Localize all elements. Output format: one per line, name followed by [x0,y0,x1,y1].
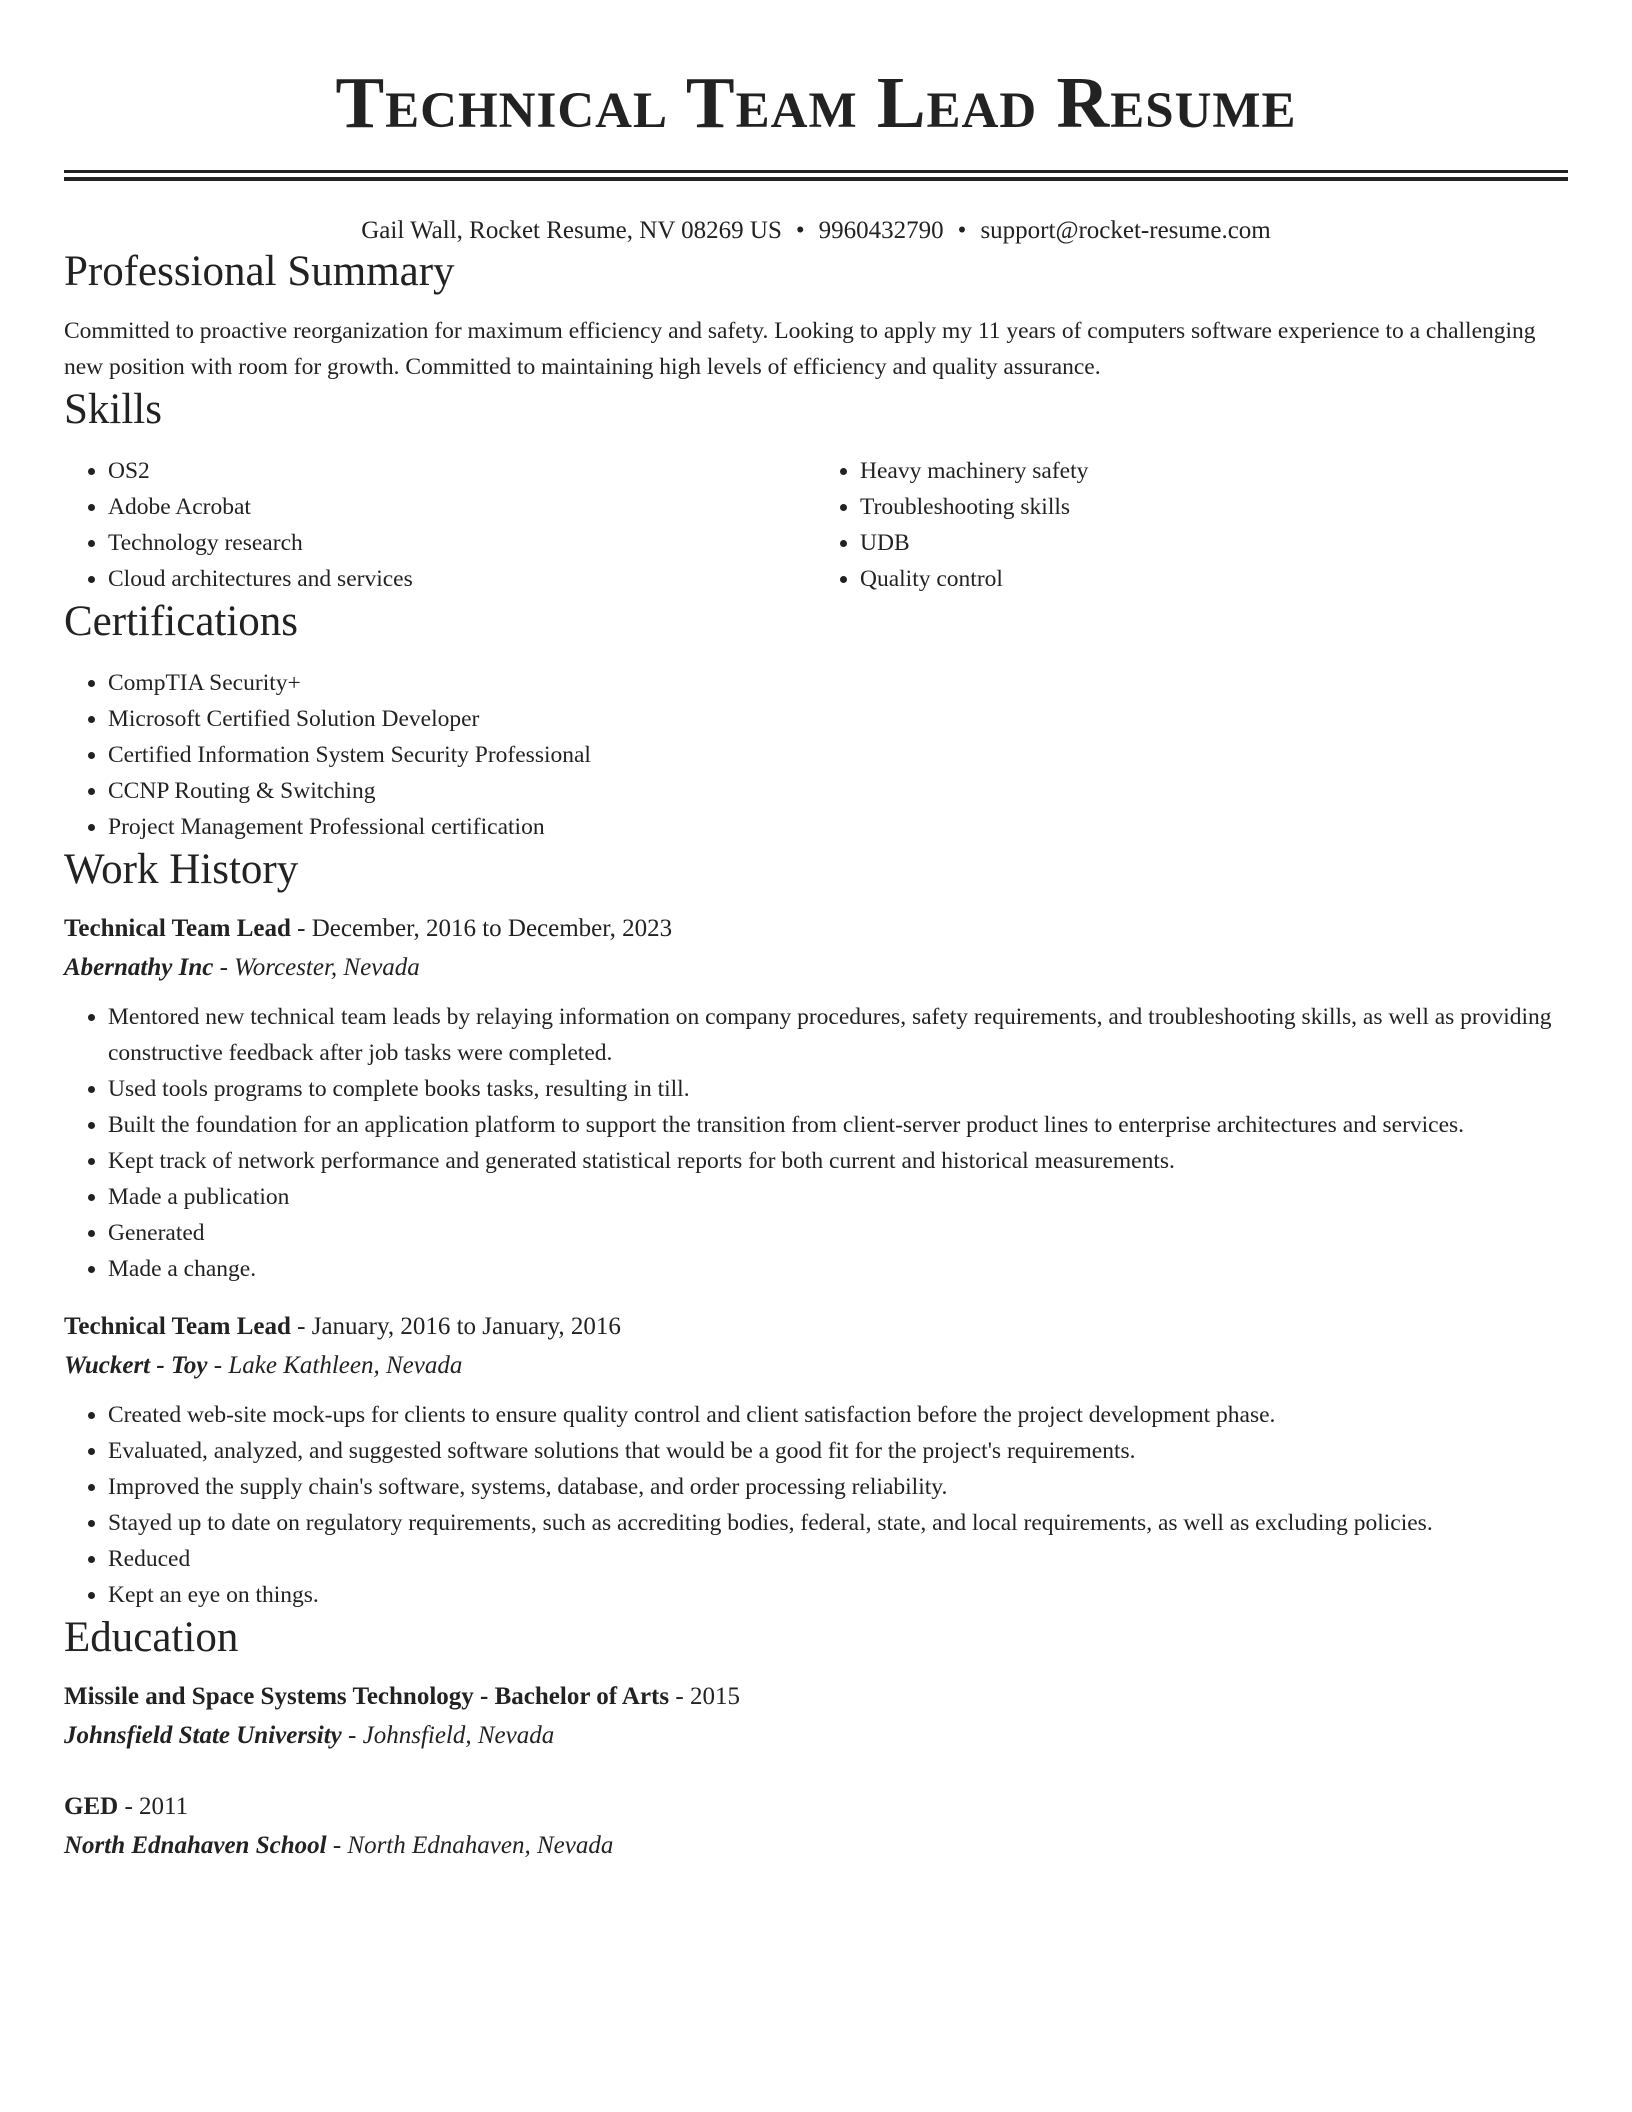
skill-item: • OS2 [108,453,816,489]
school-location: - North Ednahaven, Nevada [326,1832,614,1859]
job-company-line [64,1346,1568,1385]
certification-item: • Certified Information System Security Professional [108,737,1568,773]
job-duty: • Improved the supply chain's software, systems, database, and order processing reliability. [108,1469,1568,1505]
school-name: Johnsfield State University [64,1722,342,1749]
work-history-heading: Work History [64,846,299,893]
skills-heading: Skills [64,386,162,433]
education-entry [64,1787,1568,1865]
job-dates: - January, 2016 to January, 2016 [290,1313,621,1340]
school-line [64,1826,1568,1865]
job-duty: • Made a publication [108,1179,1568,1215]
degree: GED [64,1793,119,1820]
job-company: Wuckert - Toy [64,1352,208,1379]
job-title: Technical Team Lead [64,915,291,942]
school-location: - Johnsfield, Nevada [341,1722,555,1749]
skills-list-left [64,453,816,597]
skill-item: • Quality control [860,561,1568,597]
job-duty: • Created web-site mock-ups for clients to ensure quality control and client satisfaction before the project development phase. [108,1397,1568,1433]
skill-item: • Troubleshooting skills [860,489,1568,525]
skill-item: • Cloud architectures and services [108,561,816,597]
job-duty: • Made a change. [108,1251,1568,1287]
contact-line [64,215,1568,247]
skill-item: • UDB [860,525,1568,561]
summary-text: Committed to proactive reorganization for maximum efficiency and safety. Looking to apply my 11 years of computers software experience to a challenging new position with room for growth. Committed to maintaining high levels of efficiency and quality assurance. [64,318,1536,380]
skills-list-right [816,453,1568,597]
job-duty: • Kept an eye on things. [108,1577,1568,1613]
skill-item: • Adobe Acrobat [108,489,816,525]
school-line [64,1716,1568,1755]
title-divider [64,170,1568,181]
job-title-line [64,909,1568,948]
degree-line [64,1787,1568,1826]
resume-title: Technical Team Lead Resume [335,62,1297,143]
job-duties-list [64,999,1568,1287]
certification-item: • Microsoft Certified Solution Developer [108,701,1568,737]
degree-year: - 2011 [118,1793,189,1820]
job-title: Technical Team Lead [64,1313,291,1340]
job-entry [64,1307,1568,1613]
contact-phone: 9960432790 [818,217,944,244]
job-duty: • Built the foundation for an application platform to support the transition from client-server product lines to enterprise architectures and services. [108,1107,1568,1143]
degree-year: - 2015 [669,1683,740,1710]
contact-separator: • [957,217,967,244]
job-title-line [64,1307,1568,1346]
job-duty: • Stayed up to date on regulatory requirements, such as accrediting bodies, federal, state, and local requirements, as well as excluding policies. [108,1505,1568,1541]
job-company-line [64,948,1568,987]
certifications-heading: Certifications [64,598,299,645]
contact-email: support@rocket-resume.com [980,217,1271,244]
job-duty: • Kept track of network performance and generated statistical reports for both current and historical measurements. [108,1143,1568,1179]
skills-grid [64,453,1568,597]
job-duties-list [64,1397,1568,1613]
job-duty: • Mentored new technical team leads by relaying information on company procedures, safety requirements, and troubleshooting skills, as well as providing constructive feedback after job tasks were completed. [108,999,1568,1071]
skill-item: • Heavy machinery safety [860,453,1568,489]
contact-separator: • [795,217,805,244]
job-duty: • Evaluated, analyzed, and suggested software solutions that would be a good fit for the project's requirements. [108,1433,1568,1469]
job-duty: • Used tools programs to complete books tasks, resulting in till. [108,1071,1568,1107]
job-entry [64,909,1568,1287]
certification-item: • CompTIA Security+ [108,665,1568,701]
summary-heading: Professional Summary [64,248,455,295]
education-heading: Education [64,1614,239,1661]
education-entry [64,1677,1568,1755]
job-duty: • Generated [108,1215,1568,1251]
degree-line [64,1677,1568,1716]
job-duty: • Reduced [108,1541,1568,1577]
job-dates: - December, 2016 to December, 2023 [290,915,673,942]
skill-item: • Technology research [108,525,816,561]
job-location: - Worcester, Nevada [213,954,420,981]
certifications-list [64,665,1568,845]
job-location: - Lake Kathleen, Nevada [207,1352,463,1379]
school-name: North Ednahaven School [64,1832,327,1859]
certification-item: • Project Management Professional certification [108,809,1568,845]
degree: Missile and Space Systems Technology - Bachelor of Arts [64,1683,670,1710]
job-company: Abernathy Inc [64,954,214,981]
contact-address: Gail Wall, Rocket Resume, NV 08269 US [361,217,782,244]
certification-item: • CCNP Routing & Switching [108,773,1568,809]
